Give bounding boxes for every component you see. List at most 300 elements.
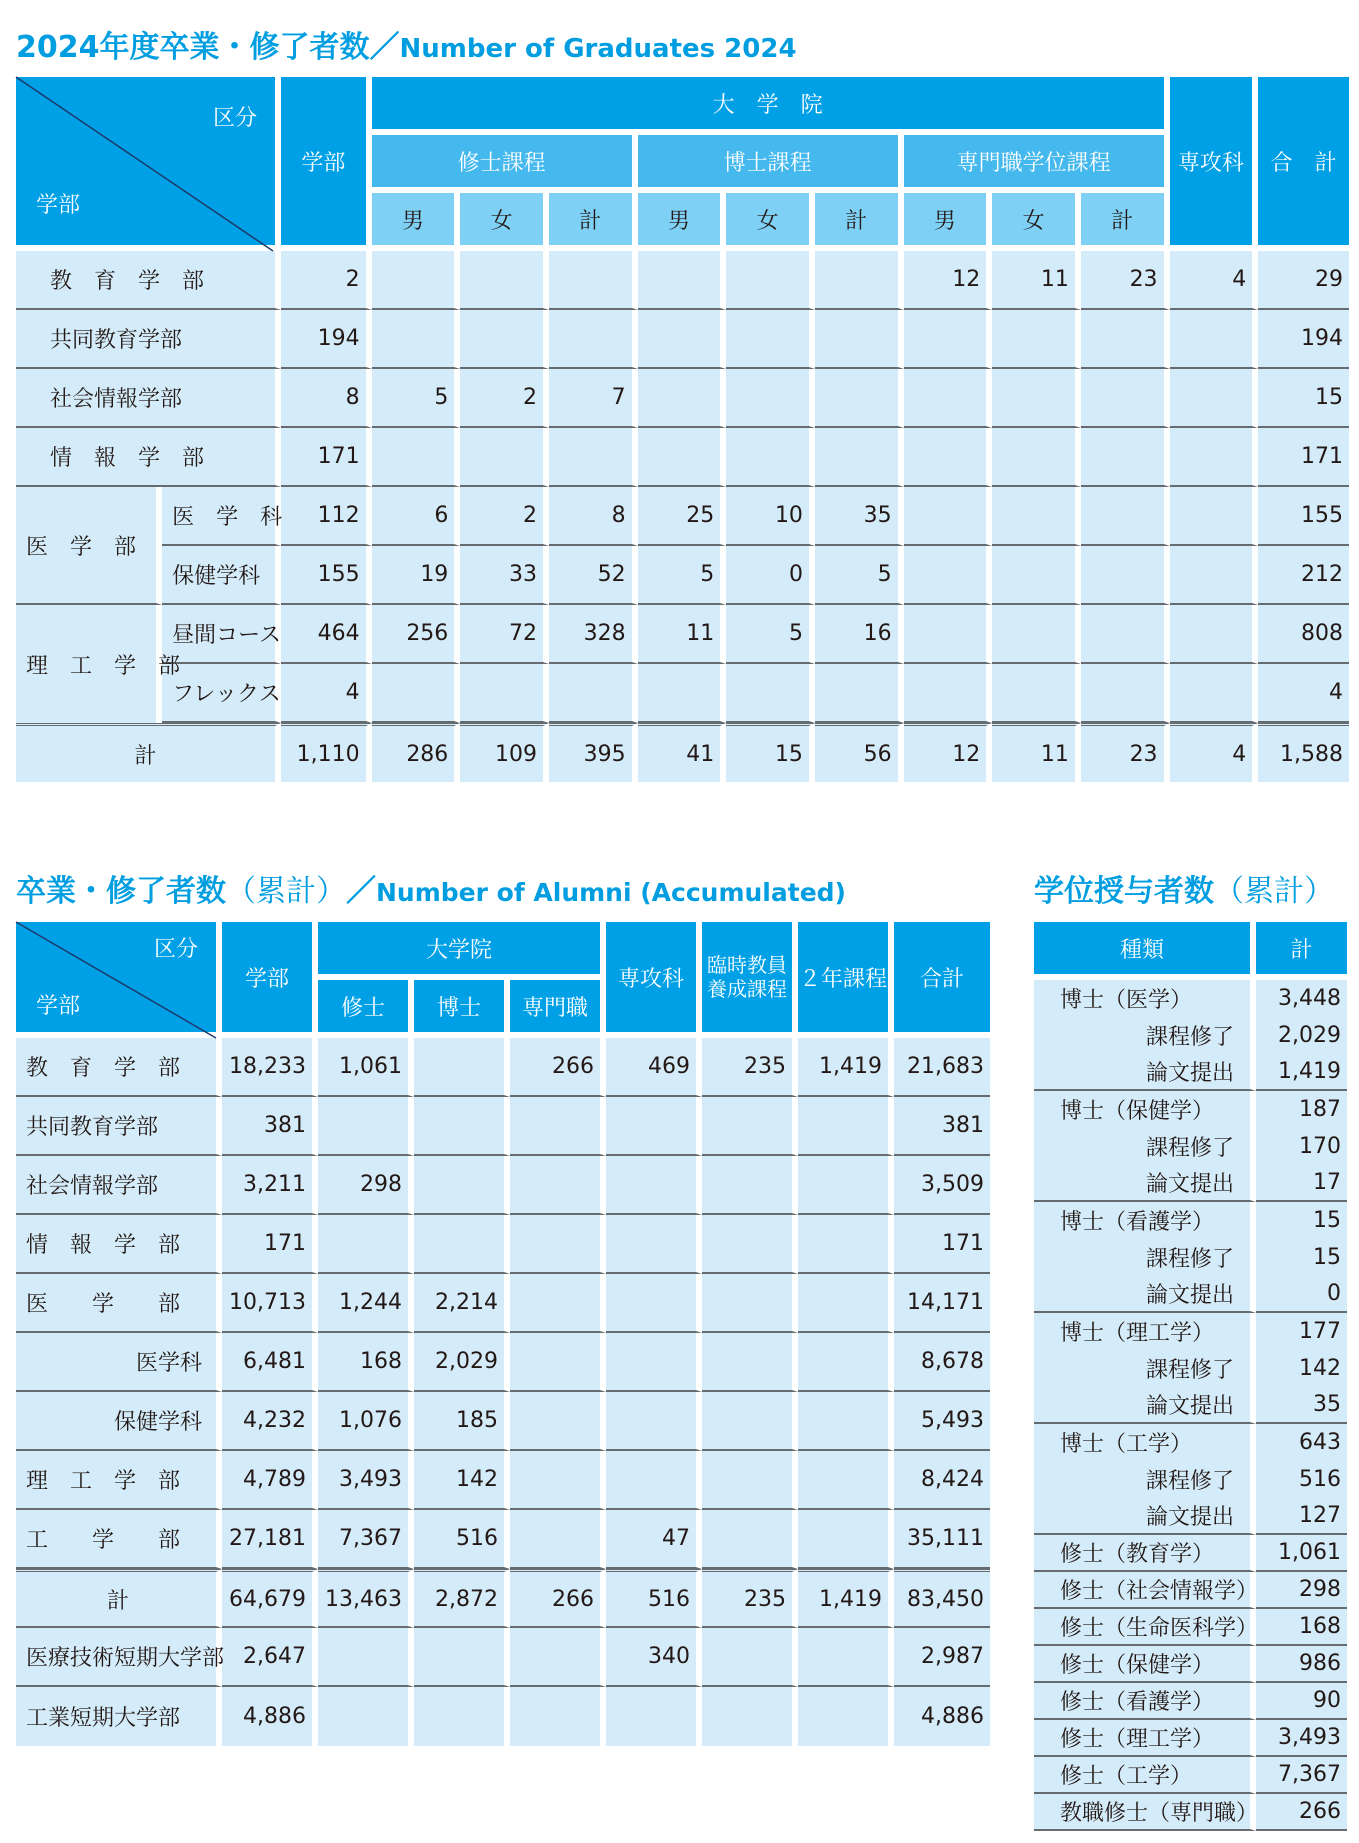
table-row	[16, 1628, 990, 1687]
value-cell	[1170, 310, 1259, 369]
value-cell	[606, 1333, 702, 1392]
male-header: 男	[372, 193, 461, 251]
degree-label: 論文提出	[1034, 1498, 1256, 1535]
table-row	[16, 251, 1349, 310]
senkoka-header: 専攻科	[606, 922, 702, 1038]
value-cell: 83,450	[894, 1569, 990, 1628]
shushi-header: 修士	[318, 980, 414, 1038]
value-cell: 33	[460, 546, 549, 605]
total-header: 計	[1256, 922, 1347, 980]
value-cell	[638, 310, 727, 369]
row-label: 保健学科	[162, 546, 281, 605]
degree-count: 266	[1256, 1794, 1347, 1831]
value-cell: 2	[460, 487, 549, 546]
table-row	[1034, 1683, 1347, 1720]
value-cell	[798, 1510, 894, 1569]
table-row	[16, 1333, 990, 1392]
value-cell: 18,233	[222, 1038, 318, 1097]
value-cell: 2	[460, 369, 549, 428]
value-cell	[549, 428, 638, 487]
value-cell	[414, 1215, 510, 1274]
value-cell: 29	[1258, 251, 1349, 310]
value-cell	[702, 1510, 798, 1569]
value-cell: 27,181	[222, 1510, 318, 1569]
value-cell: 13,463	[318, 1569, 414, 1628]
value-cell: 2,872	[414, 1569, 510, 1628]
degree-label: 論文提出	[1034, 1054, 1256, 1091]
table-row	[1034, 1498, 1347, 1535]
value-cell: 194	[281, 310, 372, 369]
degree-count: 127	[1256, 1498, 1347, 1535]
value-cell	[606, 1156, 702, 1215]
kubun-label: 区分	[212, 106, 257, 131]
value-cell	[904, 664, 993, 723]
value-cell	[414, 1156, 510, 1215]
table-row	[1034, 1387, 1347, 1424]
value-cell	[510, 1274, 606, 1333]
gakubu-label: 学部	[36, 193, 81, 218]
row-label: 医 学 部	[16, 1274, 222, 1333]
value-cell: 155	[281, 546, 372, 605]
senmonshoku-header: 専門職	[510, 980, 606, 1038]
value-cell	[702, 1333, 798, 1392]
table-row	[1034, 1350, 1347, 1387]
male-header: 男	[638, 193, 727, 251]
value-cell: 464	[281, 605, 372, 664]
value-cell: 381	[894, 1097, 990, 1156]
value-cell: 4	[1258, 664, 1349, 723]
value-cell	[702, 1274, 798, 1333]
undergrad-header: 学部	[281, 77, 372, 251]
value-cell	[815, 310, 904, 369]
degree-label: 博士（看護学）	[1034, 1202, 1256, 1239]
degree-count: 177	[1256, 1313, 1347, 1350]
value-cell: 12	[904, 251, 993, 310]
table-row	[16, 1097, 990, 1156]
value-cell	[414, 1097, 510, 1156]
value-cell	[318, 1687, 414, 1746]
value-cell: 5	[638, 546, 727, 605]
value-cell	[904, 428, 993, 487]
value-cell: 7,367	[318, 1510, 414, 1569]
total-label: 計	[16, 723, 281, 782]
value-cell	[798, 1156, 894, 1215]
value-cell	[904, 605, 993, 664]
table-row	[1034, 1646, 1347, 1683]
total-row	[16, 723, 1349, 782]
value-cell	[904, 546, 993, 605]
value-cell	[702, 1097, 798, 1156]
value-cell	[372, 251, 461, 310]
degree-label: 論文提出	[1034, 1276, 1256, 1313]
value-cell	[904, 369, 993, 428]
alumni-table	[16, 922, 990, 1746]
value-cell	[606, 1215, 702, 1274]
value-cell	[638, 251, 727, 310]
table-row	[16, 1156, 990, 1215]
degree-count: 1,061	[1256, 1535, 1347, 1572]
table-row	[1034, 1276, 1347, 1313]
subtotal-header: 計	[815, 193, 904, 251]
total-value: 286	[372, 723, 461, 782]
table-row	[16, 1038, 990, 1097]
value-cell: 185	[414, 1392, 510, 1451]
value-cell: 2,029	[414, 1333, 510, 1392]
degree-count: 2,029	[1256, 1017, 1347, 1054]
value-cell	[460, 428, 549, 487]
value-cell	[1081, 310, 1170, 369]
value-cell: 11	[992, 251, 1081, 310]
value-cell: 340	[606, 1628, 702, 1687]
row-label: 情 報 学 部	[16, 1215, 222, 1274]
degree-count: 3,493	[1256, 1720, 1347, 1757]
value-cell: 10,713	[222, 1274, 318, 1333]
value-cell	[1081, 428, 1170, 487]
value-cell	[992, 428, 1081, 487]
value-cell: 4,886	[222, 1687, 318, 1746]
value-cell	[510, 1215, 606, 1274]
degree-count: 986	[1256, 1646, 1347, 1683]
table-row	[1034, 1128, 1347, 1165]
value-cell: 469	[606, 1038, 702, 1097]
value-cell: 5	[815, 546, 904, 605]
value-cell	[638, 369, 727, 428]
total-value: 12	[904, 723, 993, 782]
degree-label: 修士（社会情報学）	[1034, 1572, 1256, 1609]
value-cell: 4,232	[222, 1392, 318, 1451]
value-cell	[1170, 487, 1259, 546]
value-cell	[1081, 546, 1170, 605]
subtotal-header: 計	[1081, 193, 1170, 251]
row-label: 昼間コース	[162, 605, 281, 664]
value-cell	[638, 664, 727, 723]
value-cell	[318, 1097, 414, 1156]
degree-label: 教職修士（専門職）	[1034, 1794, 1256, 1831]
value-cell: 2	[281, 251, 372, 310]
value-cell: 4	[281, 664, 372, 723]
graduates-title: 2024年度卒業・修了者数／Number of Graduates 2024	[16, 30, 797, 65]
value-cell	[702, 1451, 798, 1510]
value-cell	[414, 1687, 510, 1746]
total-value: 41	[638, 723, 727, 782]
table-row	[1034, 1239, 1347, 1276]
table-row	[16, 428, 1349, 487]
value-cell: 8	[281, 369, 372, 428]
female-header: 女	[992, 193, 1081, 251]
senkoka-header: 専攻科	[1170, 77, 1259, 251]
value-cell: 171	[281, 428, 372, 487]
value-cell	[510, 1451, 606, 1510]
degree-label: 課程修了	[1034, 1350, 1256, 1387]
value-cell	[510, 1628, 606, 1687]
value-cell: 5,493	[894, 1392, 990, 1451]
table-row	[1034, 1165, 1347, 1202]
value-cell	[815, 369, 904, 428]
value-cell	[414, 1038, 510, 1097]
value-cell: 171	[894, 1215, 990, 1274]
value-cell: 10	[726, 487, 815, 546]
value-cell	[460, 251, 549, 310]
value-cell	[606, 1687, 702, 1746]
value-cell: 171	[222, 1215, 318, 1274]
value-cell: 171	[1258, 428, 1349, 487]
value-cell: 212	[1258, 546, 1349, 605]
value-cell	[815, 428, 904, 487]
value-cell: 72	[460, 605, 549, 664]
degree-label: 課程修了	[1034, 1017, 1256, 1054]
male-header: 男	[904, 193, 993, 251]
degree-label: 博士（保健学）	[1034, 1091, 1256, 1128]
value-cell	[992, 487, 1081, 546]
total-row	[16, 1569, 990, 1628]
degree-label: 課程修了	[1034, 1239, 1256, 1276]
two-year-header: ２年課程	[798, 922, 894, 1038]
value-cell: 142	[414, 1451, 510, 1510]
value-cell: 6	[372, 487, 461, 546]
degree-count: 187	[1256, 1091, 1347, 1128]
degree-count: 1,419	[1256, 1054, 1347, 1091]
value-cell: 25	[638, 487, 727, 546]
value-cell: 15	[1258, 369, 1349, 428]
value-cell	[904, 310, 993, 369]
degree-count: 0	[1256, 1276, 1347, 1313]
value-cell	[606, 1451, 702, 1510]
row-label: 医療技術短期大学部	[16, 1628, 222, 1687]
total-header: 合 計	[1258, 77, 1349, 251]
value-cell	[510, 1392, 606, 1451]
row-group-label: 医 学 部	[16, 487, 162, 605]
value-cell	[549, 664, 638, 723]
table-row	[16, 546, 1349, 605]
value-cell	[702, 1156, 798, 1215]
value-cell	[1170, 546, 1259, 605]
value-cell: 6,481	[222, 1333, 318, 1392]
row-label: 情 報 学 部	[16, 428, 281, 487]
degree-label: 博士（工学）	[1034, 1424, 1256, 1461]
value-cell	[318, 1215, 414, 1274]
degree-label: 修士（保健学）	[1034, 1646, 1256, 1683]
row-label: フレックス	[162, 664, 281, 723]
value-cell	[726, 664, 815, 723]
value-cell	[726, 310, 815, 369]
value-cell: 11	[638, 605, 727, 664]
degree-count: 643	[1256, 1424, 1347, 1461]
alumni-title: 卒業・修了者数（累計）／Number of Alumni (Accumulated)	[16, 874, 846, 909]
value-cell	[702, 1392, 798, 1451]
undergrad-header: 学部	[222, 922, 318, 1038]
table-row	[1034, 1091, 1347, 1128]
value-cell	[726, 251, 815, 310]
table-row	[1034, 1757, 1347, 1794]
row-label: 共同教育学部	[16, 310, 281, 369]
value-cell	[606, 1097, 702, 1156]
table-row	[1034, 1202, 1347, 1239]
value-cell: 1,076	[318, 1392, 414, 1451]
value-cell	[815, 251, 904, 310]
value-cell: 808	[1258, 605, 1349, 664]
row-label: 教 育 学 部	[16, 1038, 222, 1097]
table-row	[1034, 1609, 1347, 1646]
value-cell	[992, 546, 1081, 605]
value-cell: 8,678	[894, 1333, 990, 1392]
row-label: 教 育 学 部	[16, 251, 281, 310]
hakushi-header: 博士	[414, 980, 510, 1038]
degree-count: 516	[1256, 1461, 1347, 1498]
table-row	[16, 664, 1349, 723]
row-label: 工業短期大学部	[16, 1687, 222, 1746]
total-value: 23	[1081, 723, 1170, 782]
value-cell	[372, 664, 461, 723]
table-row	[16, 1510, 990, 1569]
value-cell	[606, 1274, 702, 1333]
table-row	[16, 1392, 990, 1451]
value-cell: 155	[1258, 487, 1349, 546]
row-label: 医学科	[16, 1333, 222, 1392]
value-cell	[510, 1333, 606, 1392]
value-cell: 3,509	[894, 1156, 990, 1215]
table-row	[1034, 1720, 1347, 1757]
row-group-label: 理 工 学 部	[16, 605, 162, 723]
value-cell: 516	[414, 1510, 510, 1569]
total-value: 1,110	[281, 723, 372, 782]
degree-count: 142	[1256, 1350, 1347, 1387]
degree-label: 論文提出	[1034, 1387, 1256, 1424]
total-value: 11	[992, 723, 1081, 782]
table-row	[16, 1451, 990, 1510]
degree-count: 15	[1256, 1239, 1347, 1276]
value-cell: 266	[510, 1569, 606, 1628]
total-value: 395	[549, 723, 638, 782]
table-row	[16, 1274, 990, 1333]
value-cell: 266	[510, 1038, 606, 1097]
value-cell	[414, 1628, 510, 1687]
value-cell: 23	[1081, 251, 1170, 310]
table-row	[16, 487, 1349, 546]
degrees-title: 学位授与者数（累計）	[1034, 874, 1334, 909]
value-cell	[702, 1628, 798, 1687]
female-header: 女	[726, 193, 815, 251]
degree-label: 論文提出	[1034, 1165, 1256, 1202]
value-cell: 16	[815, 605, 904, 664]
total-value: 4	[1170, 723, 1259, 782]
row-label: 共同教育学部	[16, 1097, 222, 1156]
value-cell: 2,214	[414, 1274, 510, 1333]
graduate-school-header: 大 学 院	[372, 77, 1170, 135]
degrees-table	[1034, 922, 1347, 1831]
value-cell: 235	[702, 1569, 798, 1628]
value-cell: 64,679	[222, 1569, 318, 1628]
degree-label: 修士（工学）	[1034, 1757, 1256, 1794]
value-cell	[1170, 664, 1259, 723]
total-header: 合計	[894, 922, 990, 1038]
value-cell	[798, 1451, 894, 1510]
value-cell	[798, 1628, 894, 1687]
value-cell: 2,987	[894, 1628, 990, 1687]
value-cell	[798, 1687, 894, 1746]
degree-count: 3,448	[1256, 980, 1347, 1017]
value-cell	[1081, 664, 1170, 723]
value-cell: 21,683	[894, 1038, 990, 1097]
value-cell	[372, 428, 461, 487]
value-cell: 4	[1170, 251, 1259, 310]
value-cell	[1170, 428, 1259, 487]
value-cell	[904, 487, 993, 546]
value-cell	[815, 664, 904, 723]
corner-header	[16, 922, 222, 1038]
value-cell	[549, 251, 638, 310]
value-cell	[606, 1392, 702, 1451]
value-cell	[992, 369, 1081, 428]
value-cell	[1081, 487, 1170, 546]
degree-count: 15	[1256, 1202, 1347, 1239]
value-cell: 112	[281, 487, 372, 546]
value-cell	[702, 1215, 798, 1274]
value-cell: 5	[726, 605, 815, 664]
value-cell	[702, 1687, 798, 1746]
value-cell	[798, 1215, 894, 1274]
table-row	[1034, 1424, 1347, 1461]
corner-header	[16, 77, 281, 251]
value-cell: 516	[606, 1569, 702, 1628]
value-cell	[372, 310, 461, 369]
value-cell: 194	[1258, 310, 1349, 369]
value-cell: 5	[372, 369, 461, 428]
professional-header: 専門職学位課程	[904, 135, 1170, 193]
female-header: 女	[460, 193, 549, 251]
value-cell: 1,419	[798, 1038, 894, 1097]
value-cell	[460, 664, 549, 723]
value-cell	[798, 1333, 894, 1392]
value-cell	[510, 1510, 606, 1569]
value-cell: 1,244	[318, 1274, 414, 1333]
value-cell	[549, 310, 638, 369]
value-cell	[798, 1097, 894, 1156]
table-row	[1034, 1794, 1347, 1831]
value-cell	[510, 1687, 606, 1746]
value-cell	[992, 664, 1081, 723]
value-cell: 35,111	[894, 1510, 990, 1569]
value-cell: 35	[815, 487, 904, 546]
value-cell	[1170, 605, 1259, 664]
table-row	[16, 369, 1349, 428]
value-cell	[1081, 369, 1170, 428]
value-cell	[726, 428, 815, 487]
value-cell: 8,424	[894, 1451, 990, 1510]
degree-label: 課程修了	[1034, 1461, 1256, 1498]
table-row	[16, 1687, 990, 1746]
table-row	[16, 1215, 990, 1274]
value-cell: 256	[372, 605, 461, 664]
degree-label: 博士（理工学）	[1034, 1313, 1256, 1350]
row-label: 医 学 科	[162, 487, 281, 546]
value-cell: 0	[726, 546, 815, 605]
value-cell	[1081, 605, 1170, 664]
table-row	[1034, 980, 1347, 1017]
value-cell: 3,493	[318, 1451, 414, 1510]
total-value: 109	[460, 723, 549, 782]
value-cell: 2,647	[222, 1628, 318, 1687]
degree-label: 課程修了	[1034, 1128, 1256, 1165]
degree-count: 7,367	[1256, 1757, 1347, 1794]
value-cell: 168	[318, 1333, 414, 1392]
value-cell: 14,171	[894, 1274, 990, 1333]
degree-count: 170	[1256, 1128, 1347, 1165]
value-cell: 1,061	[318, 1038, 414, 1097]
graduate-school-header: 大学院	[318, 922, 606, 980]
subtotal-header: 計	[549, 193, 638, 251]
row-label: 社会情報学部	[16, 1156, 222, 1215]
degree-label: 修士（看護学）	[1034, 1683, 1256, 1720]
